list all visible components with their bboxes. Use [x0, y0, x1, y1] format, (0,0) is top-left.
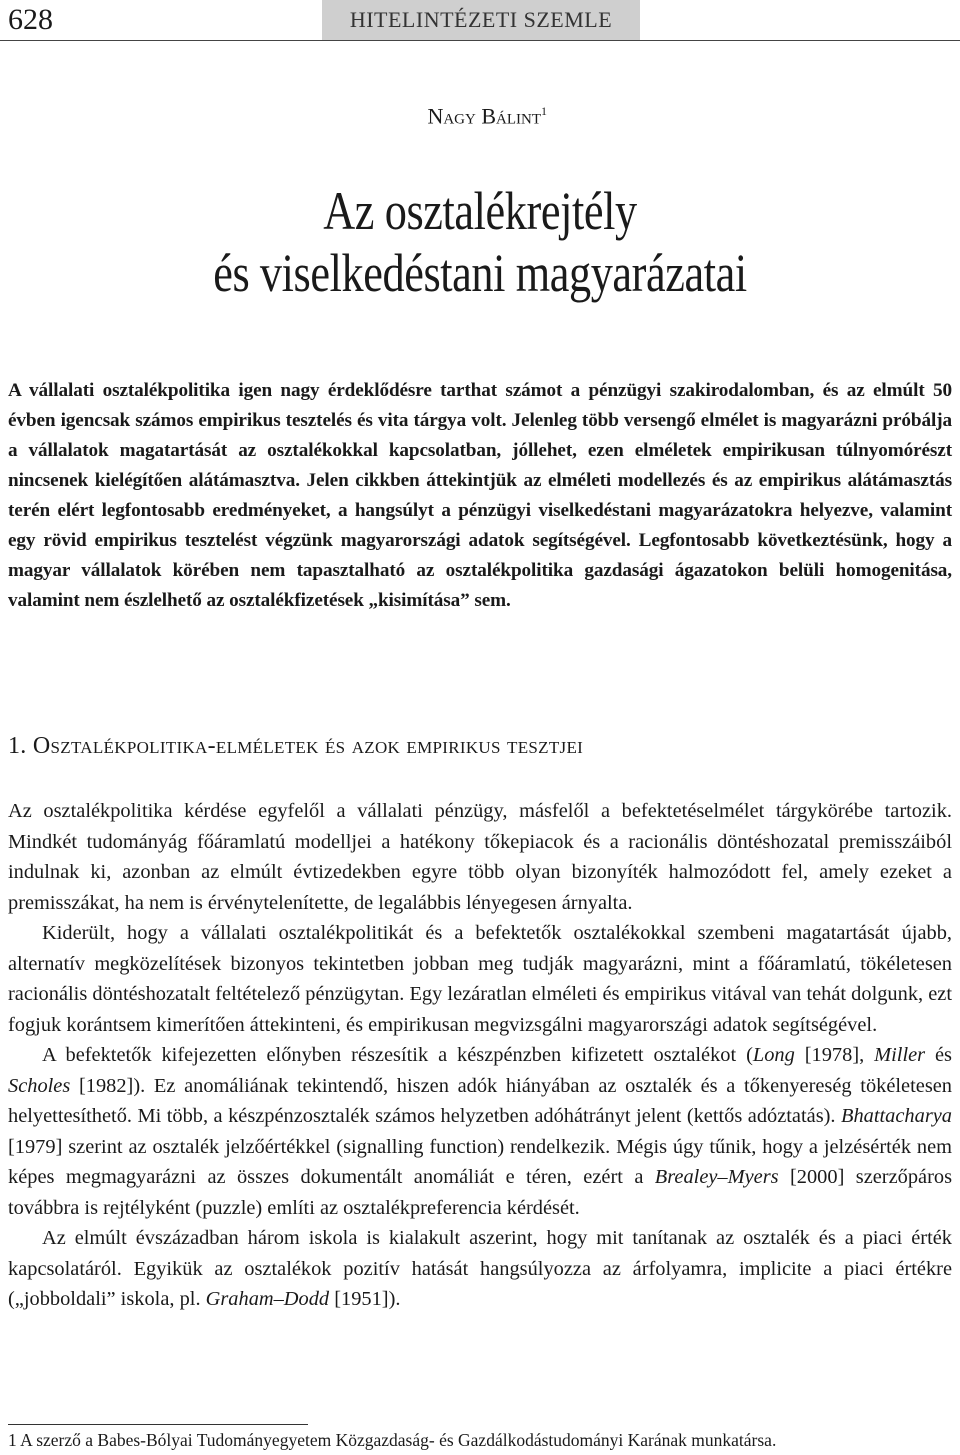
p3-text: és [925, 1044, 952, 1066]
p3-text: [1979] szerint az osztalék jelzőértékkel (signalling function) rendelkezik. Mégis úgy tűnik, hogy a jelzésérték nem képes megmagyarázni az összes dokumentált anomáliát e téren, ezért a [8, 1135, 952, 1188]
section-heading: 1. Osztalékpolitika-elméletek és azok empirikus tesztjei [8, 733, 584, 759]
citation-miller: Miller [874, 1044, 926, 1066]
footnote: 1 A szerző a Babes-Bólyai Tudományegyetem Közgazdaság- és Gazdálkodástudományi Karának munkatársa. [8, 1430, 777, 1450]
citation-long: Long [752, 1044, 795, 1066]
journal-title: HITELINTÉZETI SZEMLE [349, 7, 613, 32]
paragraph-2: Kiderült, hogy a vállalati osztalékpolitikát és a befektetők osztalékokkal szembeni magatartását újabb, alternatív megközelítések bizonyos tekintetben jobban meg tudják magyarázni, mint a főáramlatú, tökéletesen racionális döntéshozatalt feltételező pénzügytan. Egy lezáratlan elméleti és empirikus vitával van tehát dolgunk, ezt fogjuk korántsem kimerítően áttekinteni, és empirikusan megvizsgálni magyarországi adatok segítségével. [8, 922, 952, 1036]
journal-header-band [322, 0, 640, 40]
p3-text: [2000] szerzőpáros továbbra is rejtélyként (puzzle) említi az osztalékpreferencia kérdését. [8, 1166, 953, 1219]
abstract: A vállalati osztalékpolitika igen nagy érdeklődésre tarthat számot a pénzügyi szakirodalomban, és az elmúlt 50 évben igencsak számos empirikus tesztelés és vita tárgya volt. Jelenleg több versengő elmélet is magyarázni próbálja a vállalatok magatartását az osztalékokkal kapcsolatban, jóllehet, ezen elméletek empirikusan túlnyomórészt nincsenek kielégítően alátámasztva. Jelen cikkben áttekintjük az elméleti modellezés és az empirikus alátámasztás terén elért legfontosabb eredményeket, a hangsúlyt a pénzügyi viselkedéstani magyarázatokra helyezve, valamint egy rövid empirikus tesztelést végzünk magyarországi adatok segítségével. Legfontosabb következtésünk, hogy a magyar vállalatok körében nem tapasztalható az osztalékpolitika gazdasági ágazatokon belüli homogenitása, valamint nem észlelhető az osztalékfizetések „kisimítása” sem. [8, 380, 952, 611]
paragraph-1: Az osztalékpolitika kérdése egyfelől a vállalati pénzügy, másfelől a befektetéselmélet tárgykörébe tartozik. Mindkét tudományág főáramlatú modelljei a hatékony tőkepiacok és a racionális döntéshozatal premisszáiból indulnak ki, azonban az elmúlt évtizedekben egyre több olyan bizonyíték halmozódott fel, amely ezeket a premisszákat, ha nem is érvénytelenítette, de legalábbis lényegesen árnyalta. [8, 800, 952, 914]
footnote-rule [8, 1424, 308, 1425]
p3-text: [1982]). Ez anomáliának tekintendő, hiszen adók hiányában az osztalék és a tőkenyereség tökéletesen helyettesíthető. Mi több, a készpénzosztalék számos helyzetben adóhátrányt jelent (kettős adóztatás). [8, 1074, 952, 1127]
author-name: Nagy Bálint [427, 103, 541, 129]
p3-text: [1978], [794, 1044, 875, 1066]
citation-bhattacharya: Bhattacharya [841, 1105, 952, 1127]
p4-text: [1951]). [329, 1288, 401, 1310]
p3-text: A befektetők kifejezetten előnyben részesítik a készpénzben kifizetett osztalékot ( [42, 1044, 753, 1066]
page-number: 628 [8, 3, 53, 36]
citation-scholes: Scholes [8, 1074, 71, 1097]
p4-text: Az elmúlt évszázadban három iskola is kialakult aszerint, hogy mit tanítanak az osztalék és a piaci érték kapcsolatáról. Egyikük az osztalékok pozitív hatását hangsúlyozza az árfolyamra, implicite a piaci értékre („jobboldali” iskola, pl. [8, 1227, 952, 1310]
citation-graham-dodd: Graham–Dodd [205, 1288, 330, 1310]
article-title [86, 180, 873, 304]
author-footnote-marker[interactable]: 1 [541, 104, 547, 118]
title-line-2: és viselkedéstani magyarázatai [213, 243, 747, 303]
author-line [427, 96, 547, 131]
paragraph-4 [8, 1223, 952, 1315]
paragraph-3 [8, 1040, 952, 1223]
title-line-1: Az osztalékrejtély [323, 181, 637, 241]
header-rule [0, 40, 960, 41]
body-text [8, 796, 952, 1315]
citation-brealey-myers: Brealey–Myers [654, 1166, 779, 1188]
